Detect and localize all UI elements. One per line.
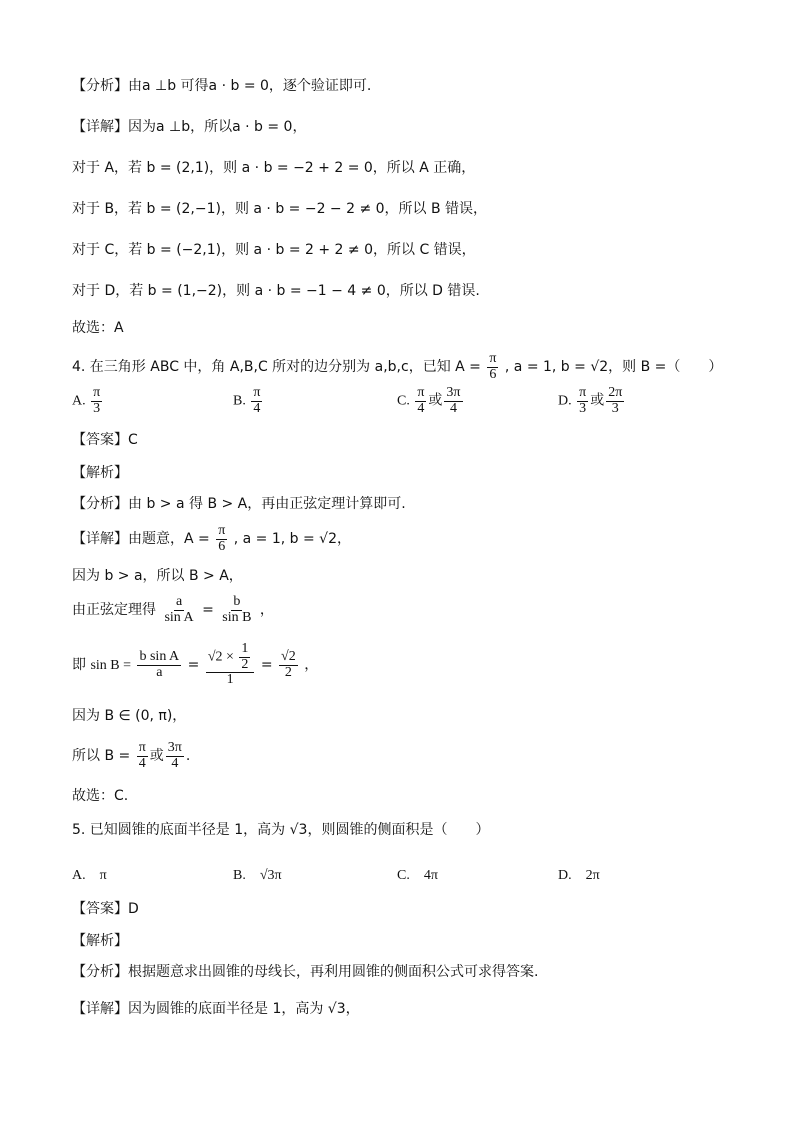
sine-law-text: 由正弦定理得 [72,602,156,618]
frac-den: 4 [171,755,179,771]
detail-line-q5: 【详解】因为圆锥的底面半径是 1，高为 √3， [72,1001,360,1017]
frac-num: √2 [281,648,296,664]
because-line: 因为 b > a，所以 B > A， [72,568,243,584]
frac-den: sin A [164,609,194,625]
b-over-sinB [220,595,253,625]
question-4 [72,350,722,384]
or-word: 或 [149,748,164,764]
pi-over-4 [137,741,148,771]
sqrt2-over-2 [279,650,298,680]
sqrt2-times: √2 × [207,649,234,665]
frac-den: 4 [138,755,146,771]
q4-opt-a-frac [91,386,102,416]
question-5: 5. 已知圆锥的底面半径是 1，高为 √3，则圆锥的侧面积是（ ） [72,822,490,838]
frac-den: 2 [241,656,249,672]
option-b-check: 对于 B，若 b = (2,−1)，则 a · b = −2 − 2 ≠ 0，所以 B 错误， [72,201,488,217]
detail-line-q4 [72,522,351,556]
choice-line-q3: 故选：A [72,320,124,336]
comma: ， [304,657,319,673]
analysis-line-q4: 【分析】由 b > a 得 B > A，再由正弦定理计算即可. [72,496,406,512]
frac-num: π [138,739,146,755]
frac-den: 4 [253,400,261,416]
half-frac [239,642,250,672]
q4-option-a [72,386,104,416]
sinB-eq: sin B = [90,658,132,673]
q4-text-a: 4. 在三角形 ABC 中，角 A,B,C 所对的边分别为 a,b,c，已知 A = [72,359,481,375]
detail-line-q3: 【详解】因为a ⊥b，所以a · b = 0， [72,119,307,135]
q5-option-d: D. 2π [558,868,600,883]
compound-frac [206,642,255,688]
analysis-line-q5: 【分析】根据题意求出圆锥的母线长，再利用圆锥的侧面积公式可求得答案. [72,964,539,980]
or-word: 或 [428,393,443,409]
frac-den: 3 [93,400,101,416]
q4-opt-a-label: A. [72,393,86,409]
so-text: 所以 B = [72,748,131,764]
q4-text-d: , a = 1, b = √2，则 B =（ ） [504,359,723,375]
q4-frac-den: 6 [489,366,497,382]
q4-opt-d-frac1 [577,386,588,416]
q5-option-a: A. π [72,868,107,883]
q4-opt-c-frac1 [415,386,426,416]
ji-word: 即 [72,657,86,673]
frac-den: 2 [284,664,292,680]
equals: = [260,657,273,673]
analysis-heading-q5: 【解析】 [72,933,128,949]
q5-option-c: C. 4π [397,868,438,883]
q4-option-d [558,386,626,416]
q4-opt-c-label: C. [397,393,410,409]
answer-q4: 【答案】C [72,432,138,448]
option-a-check: 对于 A，若 b = (2,1)，则 a · b = −2 + 2 = 0，所以 A 正确， [72,160,476,176]
frac-num: 2π [608,385,623,400]
q4-option-c [397,386,465,416]
frac-num: b [233,593,241,609]
or-word: 或 [590,393,605,409]
detail-q4-post: , a = 1, b = √2， [233,531,352,547]
sinB-calc-line [72,640,318,691]
compound-num [206,642,255,673]
analysis-heading-q4: 【解析】 [72,465,128,481]
frac-num: π [253,385,261,400]
threepi-over-4 [166,741,184,771]
frac-den: 1 [226,672,234,688]
period: . [185,748,191,764]
belong-line: 因为 B ∈ (0, π)， [72,708,187,724]
q4-fraction-pi-6 [487,352,498,382]
q4-frac-num: π [489,350,497,366]
q4-opt-b-frac [251,386,262,416]
frac-num: π [93,385,101,400]
so-line [72,738,190,774]
frac-den: 4 [417,400,425,416]
detail-q4-frac [216,524,227,554]
frac-num: 1 [241,640,249,656]
frac-den: 4 [449,400,457,416]
frac-den: sin B [222,609,252,625]
frac-den: 3 [611,400,619,416]
q4-opt-d-frac2 [606,386,624,416]
frac-den: 6 [218,538,226,554]
q5-option-b: B. √3π [233,868,282,883]
frac-num: 3π [446,385,461,400]
equals: = [202,602,214,618]
frac-num: 3π [167,739,182,755]
frac-num: b sin A [139,648,180,664]
q4-opt-d-label: D. [558,393,572,409]
bsinA-over-a [137,650,181,680]
analysis-line-q3: 【分析】由a ⊥b 可得a · b = 0，逐个验证即可. [72,78,372,94]
q4-opt-c-frac2 [444,386,462,416]
q4-option-b [233,386,264,416]
frac-num: π [579,385,587,400]
equals: = [187,657,200,673]
answer-q5: 【答案】D [72,901,139,917]
option-c-check: 对于 C，若 b = (−2,1)，则 a · b = 2 + 2 ≠ 0，所以 C 错误， [72,242,476,258]
frac-den: a [156,664,163,680]
choice-line-q4: 故选：C. [72,788,129,804]
a-over-sinA [162,595,195,625]
frac-den: 3 [579,400,587,416]
sine-law-line [72,592,274,628]
frac-num: π [417,385,425,400]
frac-num: a [175,593,183,609]
option-d-check: 对于 D，若 b = (1,−2)，则 a · b = −1 − 4 ≠ 0，所以 D 错误. [72,283,480,299]
comma: ， [259,602,274,618]
frac-num: π [218,522,226,538]
q4-opt-b-label: B. [233,393,246,409]
detail-q4-pre: 【详解】由题意，A = [72,531,210,547]
